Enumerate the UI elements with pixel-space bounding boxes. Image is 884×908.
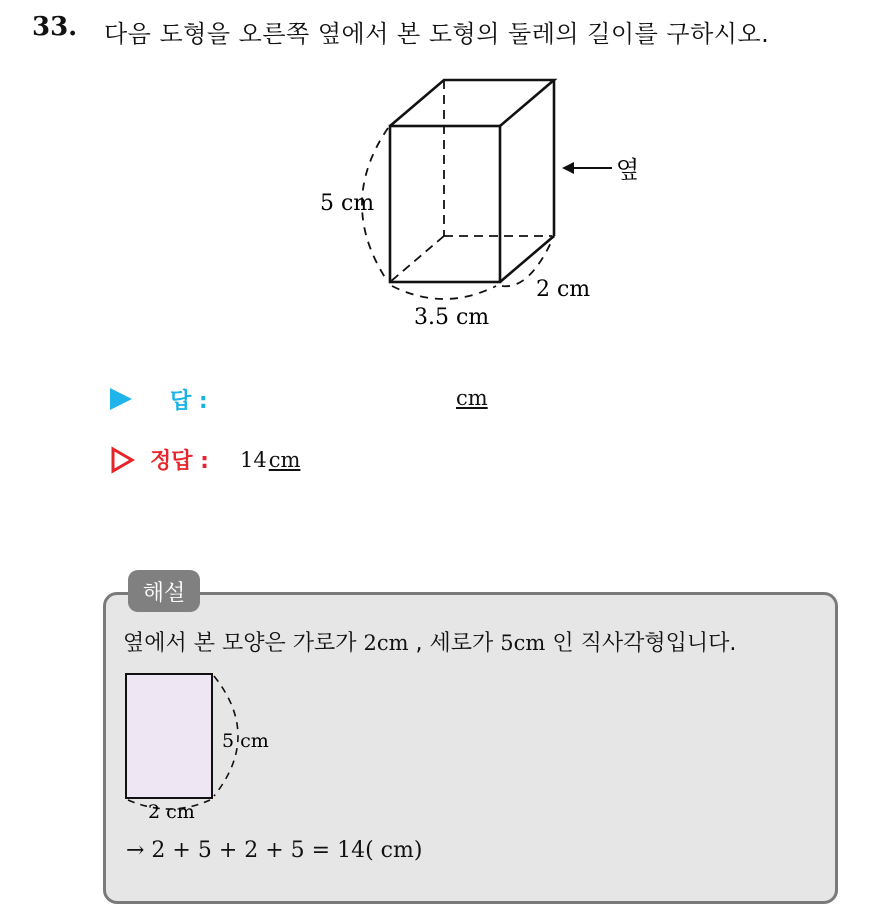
view-label: 옆 <box>616 156 640 184</box>
cuboid-figure <box>0 0 884 360</box>
correct-answer-value <box>240 448 300 472</box>
question-number: 33. <box>32 12 78 42</box>
correct-unit: cm <box>268 448 301 472</box>
solution-sentence <box>123 626 736 657</box>
height-dimension-label: 5 cm <box>320 191 375 216</box>
side-width-label: 2 cm <box>148 801 195 823</box>
solution-tab: 해설 <box>128 570 200 612</box>
answer-unit: cm <box>456 386 488 410</box>
correct-answer-label: 정답 : <box>150 449 209 474</box>
answer-row <box>110 384 530 414</box>
solution-text-part: 인 직사각형입니다. <box>545 631 737 656</box>
hidden-edges <box>390 80 552 282</box>
solution-height: 5cm <box>500 631 546 655</box>
correct-answer-row <box>110 444 530 478</box>
question-text: 다음 도형을 오른쪽 옆에서 본 도형의 둘레의 길이를 구하시오. <box>104 20 770 48</box>
correct-number: 14 <box>240 448 267 472</box>
solution-equation: → 2 + 5 + 2 + 5 = 14( cm) <box>126 838 423 863</box>
answer-label: 답 : <box>170 389 208 414</box>
visible-edges <box>390 80 554 282</box>
play-outline-icon <box>110 446 136 474</box>
solution-text-part: , 세로가 <box>408 631 501 656</box>
solution-text-part: 옆에서 본 모양은 가로가 <box>123 631 364 656</box>
side-height-label: 5 cm <box>222 730 269 752</box>
view-arrow <box>562 162 612 174</box>
solution-width: 2cm <box>363 631 409 655</box>
depth-dimension-label: 2 cm <box>536 277 591 302</box>
width-dimension-label: 3.5 cm <box>414 305 490 330</box>
play-icon <box>110 388 132 410</box>
